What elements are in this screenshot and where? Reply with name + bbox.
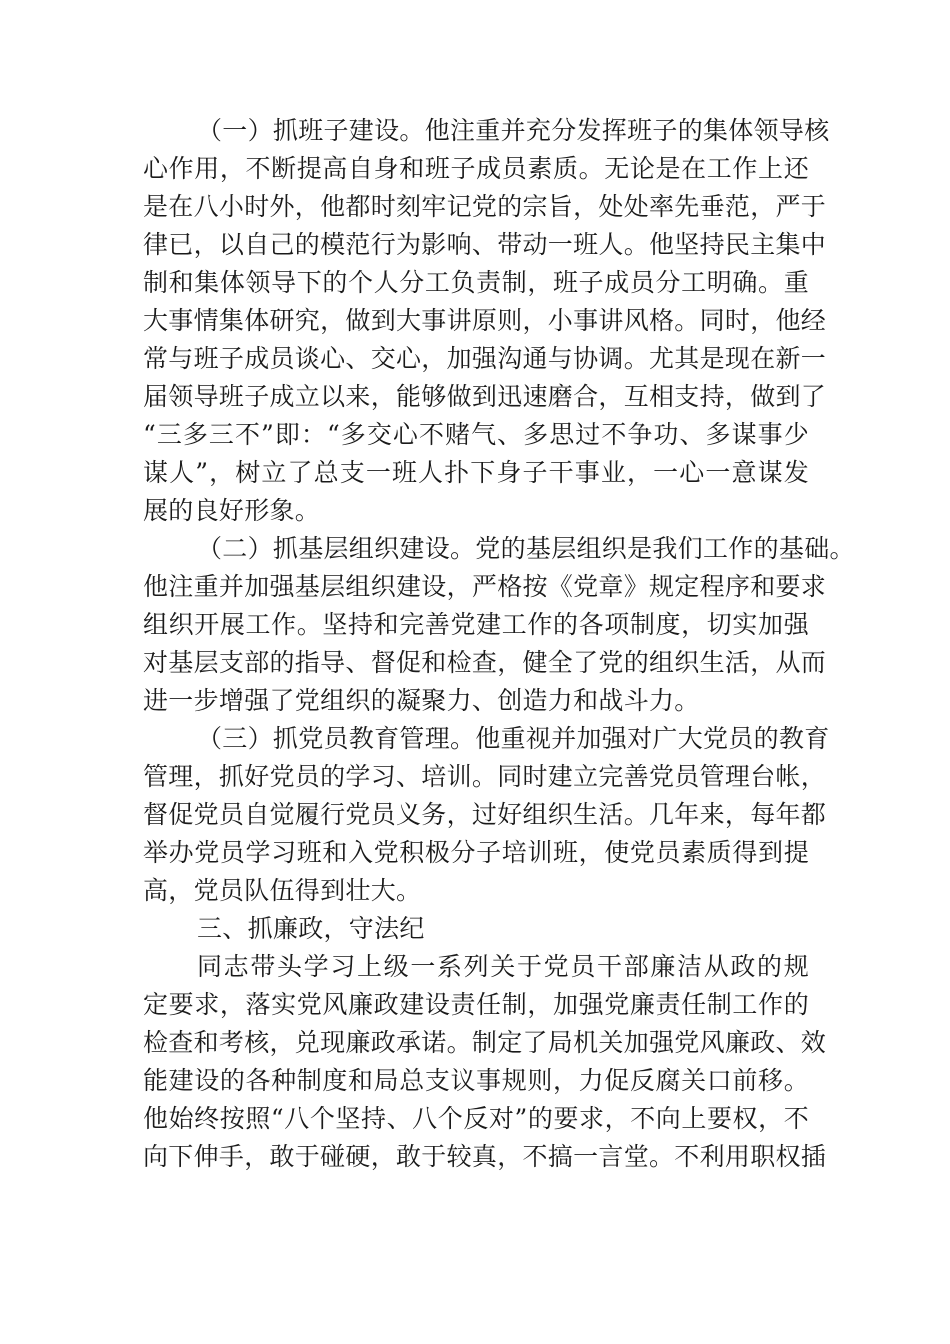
paragraph-3-line-1: （三）抓党员教育管理。他重视并加强对广大党员的教育 [197,724,830,753]
paragraph-5-line-6: 向下伸手，敢于碰硬，敢于较真，不搞一言堂。不利用职权插 [143,1142,827,1171]
paragraph-1-line-3: 是在八小时外，他都时刻牢记党的宗旨，处处率先垂范，严于 [143,192,827,221]
paragraph-5-line-5: 他始终按照“八个坚持、八个反对”的要求，不向上要权，不 [143,1104,809,1133]
paragraph-1-line-6: 大事情集体研究，做到大事讲原则，小事讲风格。同时，他经 [143,306,827,335]
paragraph-2-line-2: 他注重并加强基层组织建设，严格按《党章》规定程序和要求 [143,572,827,601]
paragraph-1-line-2: 心作用，不断提高自身和班子成员素质。无论是在工作上还 [143,154,809,183]
paragraph-2-line-4: 对基层支部的指导、督促和检查，健全了党的组织生活，从而 [143,648,827,677]
paragraph-2-line-3: 组织开展工作。坚持和完善党建工作的各项制度，切实加强 [143,610,809,639]
paragraph-2-line-5: 进一步增强了党组织的凝聚力、创造力和战斗力。 [143,686,700,715]
paragraph-5-line-3: 检查和考核，兑现廉政承诺。制定了局机关加强党风廉政、效 [143,1028,827,1057]
paragraph-3-line-2: 管理，抓好党员的学习、培训。同时建立完善党员管理台帐， [143,762,827,791]
paragraph-1-line-11: 展的良好形象。 [143,496,321,525]
paragraph-1-line-8: 届领导班子成立以来，能够做到迅速磨合，互相支持，做到了 [143,382,827,411]
paragraph-3-line-4: 举办党员学习班和入党积极分子培训班，使党员素质得到提 [143,838,809,867]
paragraph-5-line-2: 定要求，落实党风廉政建设责任制，加强党廉责任制工作的 [143,990,809,1019]
document-body [143,112,855,1176]
paragraph-3-line-5: 高，党员队伍得到壮大。 [143,876,422,905]
paragraph-1-line-1: （一）抓班子建设。他注重并充分发挥班子的集体领导核 [197,116,830,145]
paragraph-1-line-5: 制和集体领导下的个人分工负责制，班子成员分工明确。重 [143,268,809,297]
paragraph-5-line-1: 同志带头学习上级一系列关于党员干部廉洁从政的规 [197,952,809,981]
paragraph-5-line-4: 能建设的各种制度和局总支议事规则，力促反腐关口前移。 [143,1066,809,1095]
paragraph-1-line-10: 谋人”，树立了总支一班人扑下身子干事业，一心一意谋发 [143,458,809,487]
paragraph-1-line-9: “三多三不”即：“多交心不赌气、多思过不争功、多谋事少 [143,420,809,449]
section-heading-3: 三、抓廉政，守法纪 [197,914,425,943]
paragraph-1-line-7: 常与班子成员谈心、交心，加强沟通与协调。尤其是现在新一 [143,344,827,373]
paragraph-1-line-4: 律已，以自己的模范行为影响、带动一班人。他坚持民主集中 [143,230,827,259]
paragraph-2-line-1: （二）抓基层组织建设。党的基层组织是我们工作的基础。 [197,534,855,563]
paragraph-3-line-3: 督促党员自觉履行党员义务，过好组织生活。几年来，每年都 [143,800,827,829]
